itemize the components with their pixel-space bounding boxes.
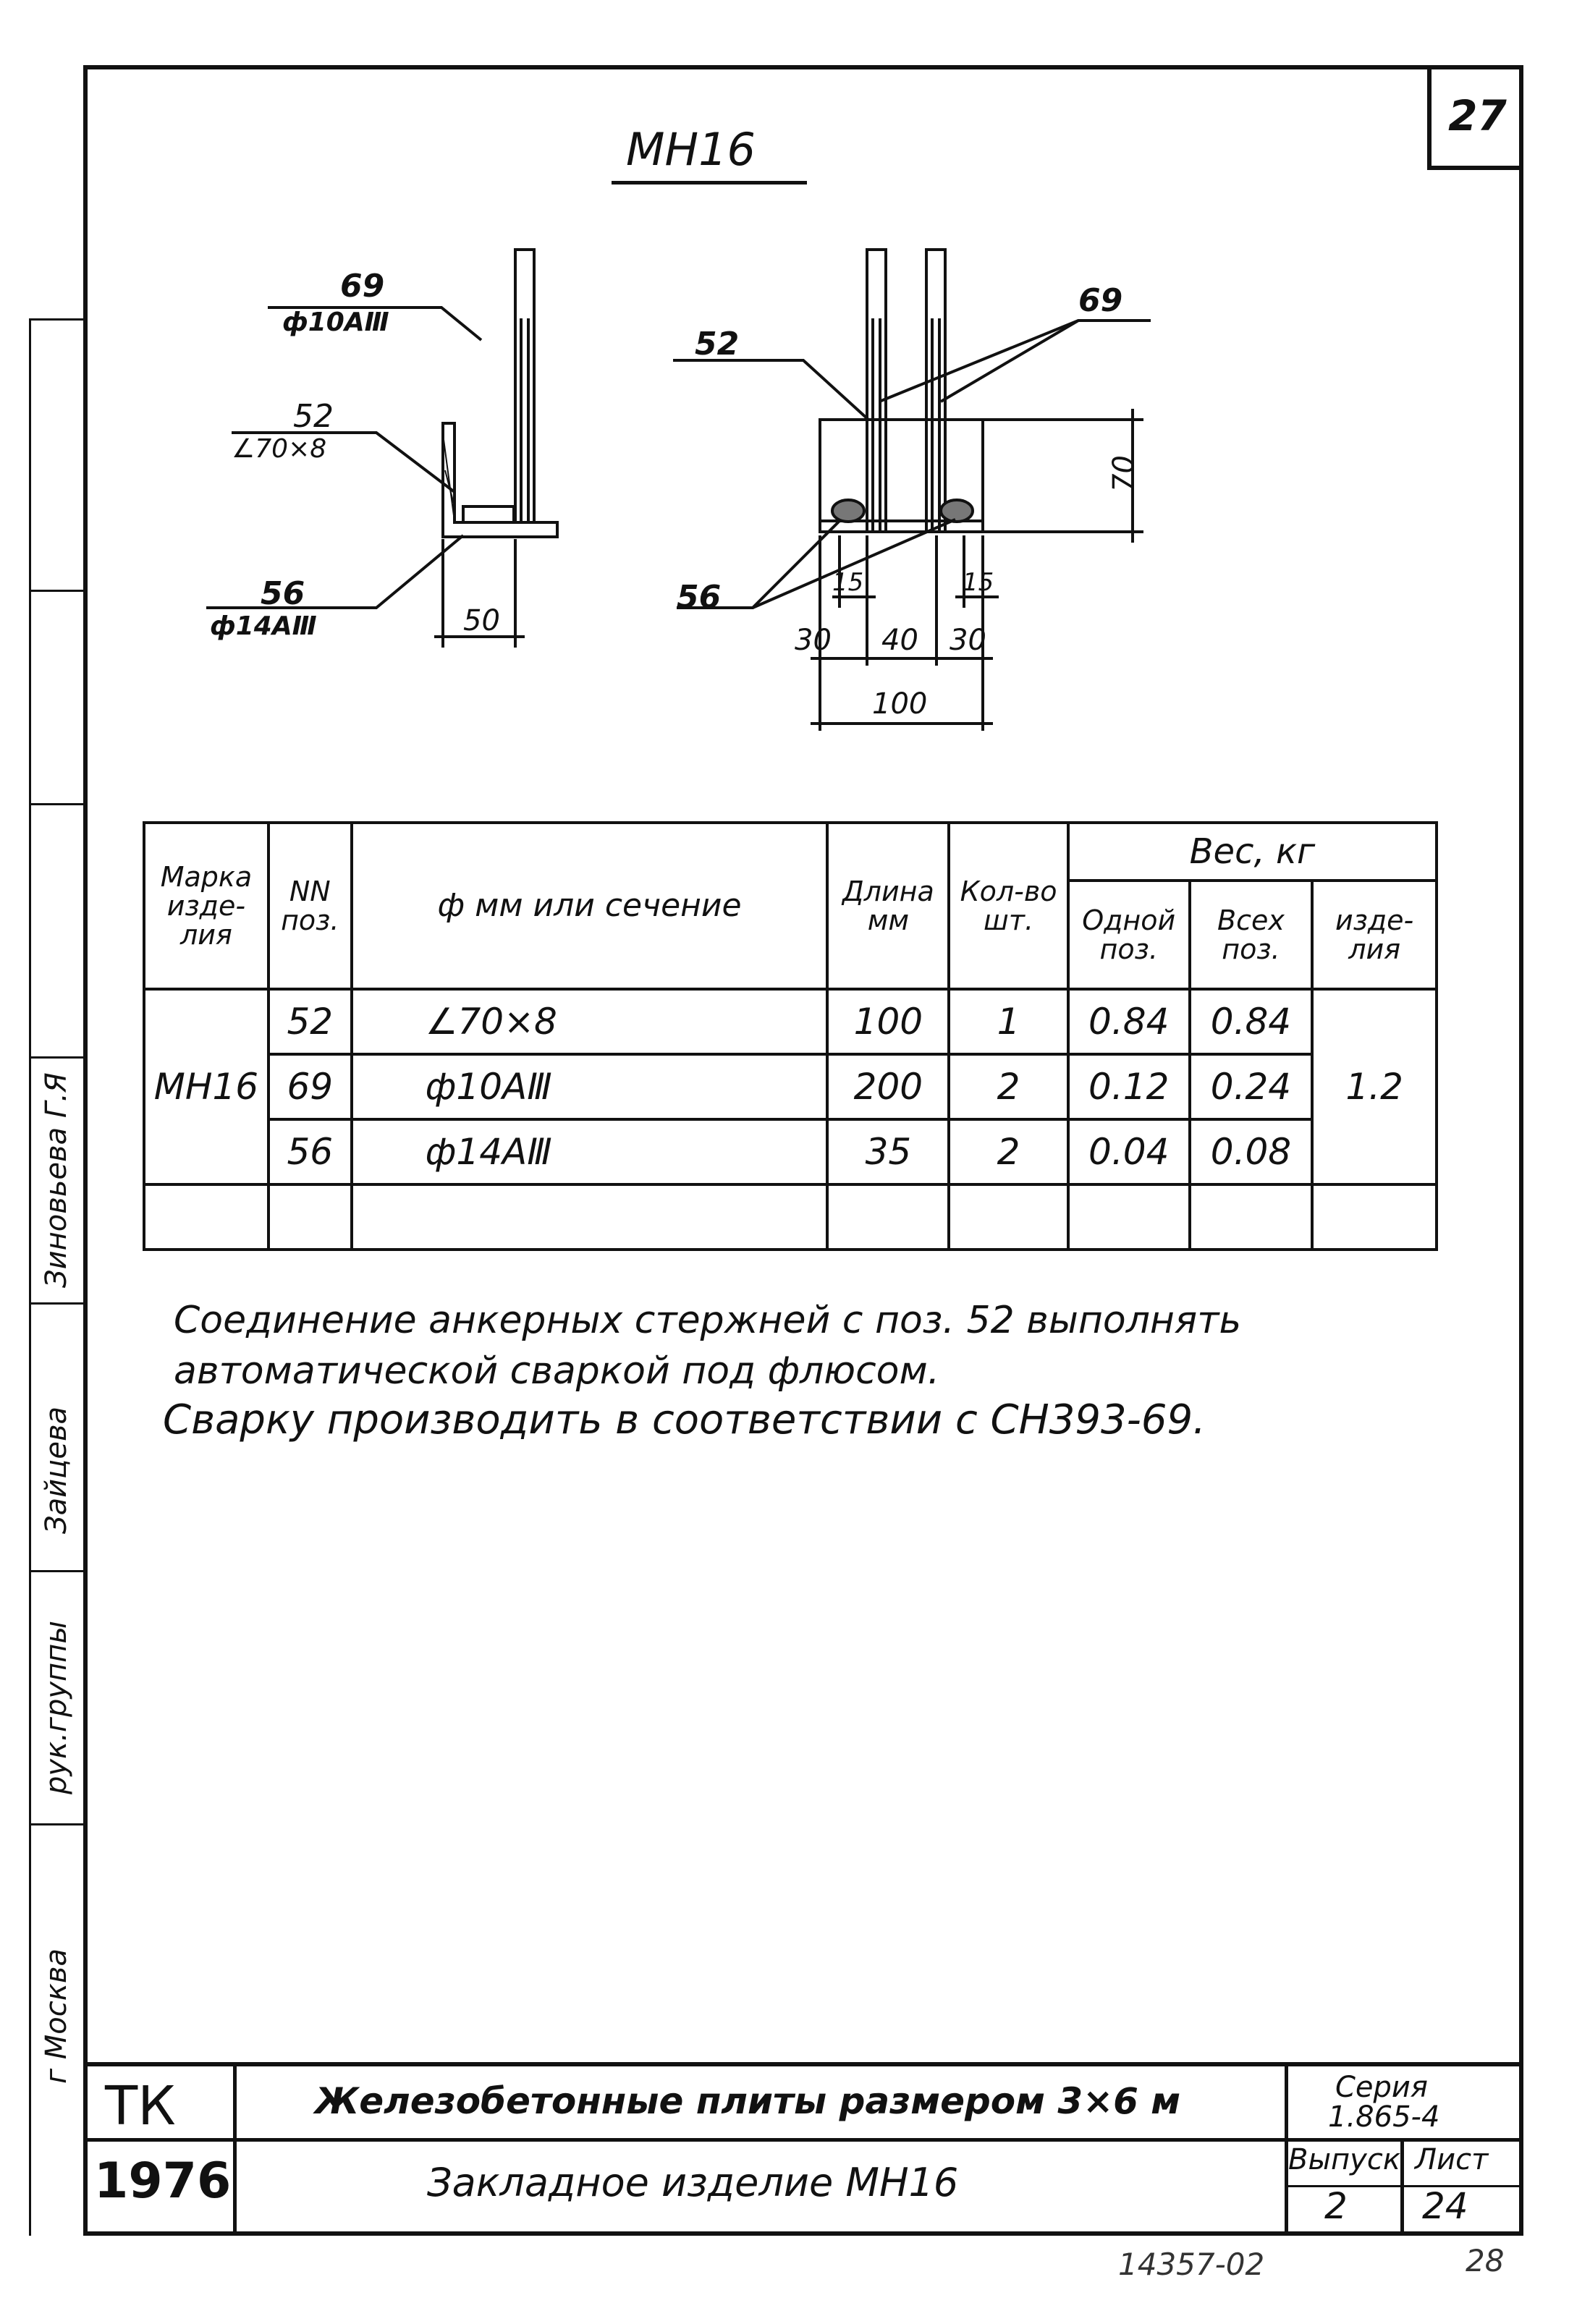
table-row: [144, 989, 1437, 1054]
stamp-item: Закладное изделие МН16: [427, 2160, 959, 2205]
table-row-empty: [144, 1184, 1437, 1250]
strip-tick: [29, 1823, 87, 1825]
cell-qty: 1: [949, 989, 1068, 1054]
label-spec-52: ∠70×8: [232, 434, 327, 464]
note-line-2: автоматической сваркой под флюсом.: [174, 1349, 940, 1393]
stamp-sheet-label: Лист: [1415, 2143, 1489, 2176]
drawing-title: МН16: [626, 123, 756, 176]
side-author: Зиновьева Г.Я: [40, 1072, 73, 1288]
note-line-3: Сварку производить в соответствии с СН393-69.: [163, 1396, 1206, 1443]
label-pos-69: 69: [340, 268, 385, 305]
dim-15-right: 15: [963, 568, 994, 597]
label-spec-56: ф14АⅢ: [210, 611, 317, 641]
page-number: 27: [1427, 65, 1523, 170]
cell-pos: 56: [268, 1119, 352, 1184]
label-spec-69: ф10АⅢ: [282, 308, 389, 337]
table-row: [144, 1119, 1437, 1184]
note-line-1: Соединение анкерных стержней с поз. 52 выполнять: [174, 1299, 1242, 1342]
label-right-69: 69: [1078, 282, 1123, 319]
dim-70: 70: [1107, 455, 1141, 492]
cell-section: ∠70×8: [352, 989, 828, 1054]
stamp-product: Железобетонные плиты размером 3×6 м: [315, 2080, 1181, 2122]
side-city: г Москва: [40, 1948, 73, 2084]
cell-weight-one: 0.04: [1068, 1119, 1190, 1184]
stamp-org: ТК: [105, 2075, 176, 2137]
stamp-year: 1976: [94, 2153, 232, 2210]
rebar-69-b: [926, 250, 945, 532]
footer-page: 28: [1466, 2243, 1505, 2278]
strip-tick: [29, 1302, 87, 1305]
bar-56-b: [941, 500, 973, 522]
strip-tick: [29, 803, 87, 805]
bar-56-a: [832, 500, 864, 522]
cell-weight-all: 0.24: [1190, 1054, 1313, 1119]
header-weight-item: изде- лия: [1312, 881, 1437, 989]
stamp-top-line: [83, 2062, 1523, 2066]
rebar-69-a: [867, 250, 886, 532]
header-section: ф мм или сечение: [352, 823, 828, 989]
dim-15-left: 15: [832, 568, 864, 597]
dim-30-left: 30: [795, 624, 832, 657]
label-pos-56: 56: [261, 575, 305, 612]
stamp-issue: 2: [1324, 2185, 1348, 2227]
header-weight-all: Всех поз.: [1190, 881, 1313, 989]
cell-qty: 2: [949, 1119, 1068, 1184]
footer-code: 14357-02: [1118, 2247, 1265, 2282]
header-mark: Марка изде- лия: [144, 823, 268, 989]
cell-section: ф14АⅢ: [352, 1119, 828, 1184]
cell-pos: 69: [268, 1054, 352, 1119]
cell-section: ф10АⅢ: [352, 1054, 828, 1119]
drawing-views: [0, 0, 1590, 796]
cell-weight-one: 0.84: [1068, 989, 1190, 1054]
label-pos-52: 52: [293, 398, 334, 435]
strip-tick: [29, 1570, 87, 1572]
label-right-52: 52: [695, 326, 740, 362]
bar-56-left: [463, 506, 514, 522]
side-dept: рук.группы: [40, 1621, 73, 1794]
header-weight: Вес, кг: [1068, 823, 1437, 881]
side-signature: Зайцева: [40, 1406, 73, 1534]
cell-length: 100: [827, 989, 949, 1054]
cell-weight-all: 0.84: [1190, 989, 1313, 1054]
header-pos: NN поз.: [268, 823, 352, 989]
cell-weight-all: 0.08: [1190, 1119, 1313, 1184]
cell-pos: 52: [268, 989, 352, 1054]
stamp-mid-line: [83, 2138, 1523, 2142]
dim-50: 50: [463, 604, 500, 637]
header-length: Длина мм: [827, 823, 949, 989]
angle-52-left: [443, 423, 557, 537]
cell-total-weight: 1.2: [1312, 989, 1437, 1184]
cell-weight-one: 0.12: [1068, 1054, 1190, 1119]
cell-mark: МН16: [144, 989, 268, 1184]
dim-40: 40: [881, 624, 918, 657]
spec-table: [143, 821, 1438, 1251]
header-qty: Кол-во шт.: [949, 823, 1068, 989]
header-weight-one: Одной поз.: [1068, 881, 1190, 989]
stamp-series-label: Серия: [1335, 2071, 1428, 2104]
stamp-series: 1.865-4: [1328, 2100, 1440, 2134]
label-right-56: 56: [677, 579, 722, 616]
stamp-divider: [1285, 2185, 1523, 2187]
dim-30-right: 30: [950, 624, 986, 657]
rebar-69-left: [515, 250, 534, 535]
strip-tick: [29, 1056, 87, 1059]
dim-100: 100: [872, 687, 928, 721]
cell-qty: 2: [949, 1054, 1068, 1119]
cell-length: 35: [827, 1119, 949, 1184]
stamp-issue-label: Выпуск: [1288, 2143, 1400, 2176]
stamp-divider: [233, 2062, 237, 2236]
stamp-sheet: 24: [1422, 2185, 1468, 2227]
cell-length: 200: [827, 1054, 949, 1119]
right-view: [673, 250, 1151, 731]
table-row: [144, 1054, 1437, 1119]
